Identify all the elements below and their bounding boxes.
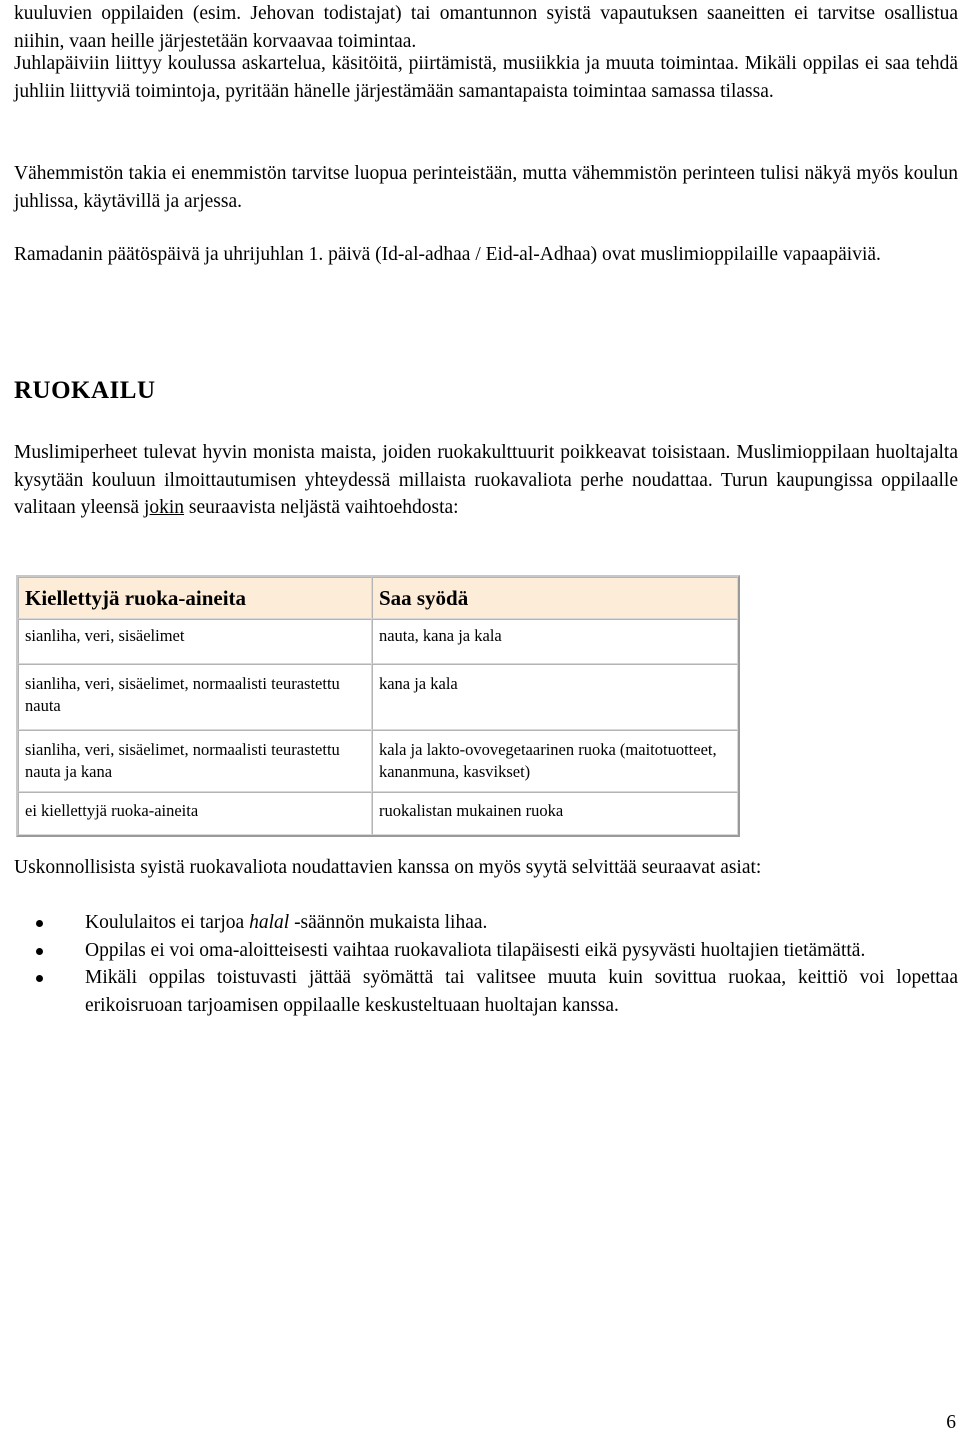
bullet-italic-halal: halal — [249, 912, 290, 933]
table-cell-allowed: ruokalistan mukainen ruoka — [372, 792, 738, 835]
table-header-row — [18, 577, 738, 619]
table-cell-allowed: kana ja kala — [372, 664, 738, 730]
bullet-dot-icon — [36, 975, 43, 982]
intro-text-start: Muslimiperheet tulevat hyvin monista maista, joiden ruokakulttuurit poikkeavat toisistaan. Muslimioppilaan huoltajalta kysytään kouluun ilmoittautumisen yhteydessä millaista ruokavaliota perhe noudattaa. Turun kaupungissa oppilaalle valitaan yleensä — [14, 442, 958, 518]
bullet-dot-icon — [36, 948, 43, 955]
bullet-dot-icon — [36, 920, 43, 927]
list-item — [14, 909, 958, 937]
diet-options-table — [16, 575, 740, 837]
table-row — [18, 730, 738, 792]
table-row — [18, 619, 738, 664]
table-cell-allowed: nauta, kana ja kala — [372, 619, 738, 664]
table-cell-allowed: kala ja lakto-ovovegetaarinen ruoka (maitotuotteet, kananmuna, kasvikset) — [372, 730, 738, 792]
table-cell-forbidden: sianliha, veri, sisäelimet — [18, 619, 372, 664]
bullet-text: Mikäli oppilas toistuvasti jättää syömättä tai valitsee muuta kuin sovittua ruokaa, keittiö voi lopettaa erikoisruoan tarjoamisen oppilaalle keskusteltuaan huoltajan kanssa. — [85, 967, 958, 1016]
table-cell-forbidden: ei kiellettyjä ruoka-aineita — [18, 792, 372, 835]
intro-underlined-word: jokin — [143, 497, 185, 518]
bullet-list — [14, 909, 958, 1019]
table-cell-forbidden: sianliha, veri, sisäelimet, normaalisti teurastettu nauta — [18, 664, 372, 730]
paragraph-ramadan-holidays: Ramadanin päätöspäivä ja uhrijuhlan 1. päivä (Id-al-adhaa / Eid-al-Adhaa) ovat muslimioppilaille vapaapäiviä. — [14, 244, 881, 265]
list-item — [14, 937, 958, 965]
column-header-forbidden: Kiellettyjä ruoka-aineita — [18, 577, 372, 619]
bullet-text: Oppilas ei voi oma-aloitteisesti vaihtaa ruokavaliota tilapäisesti eikä pysyvästi huoltajien tietämättä. — [85, 939, 866, 961]
intro-text-end: seuraavista neljästä vaihtoehdosta: — [184, 497, 459, 518]
paragraph-substitute-activities: kuuluvien oppilaiden (esim. Jehovan todistajat) tai omantunnon syistä vapautuksen saaneitten ei tarvitse osallistua niihin, vaan heille järjestetään korvaavaa toimintaa. — [14, 3, 958, 52]
table-cell-forbidden: sianliha, veri, sisäelimet, normaalisti teurastettu nauta ja kana — [18, 730, 372, 792]
list-item — [14, 964, 958, 1019]
bullet-text-start: Koululaitos ei tarjoa — [85, 912, 250, 933]
bullet-text-end: -säännön mukaista lihaa. — [289, 912, 488, 933]
table-row — [18, 792, 738, 835]
paragraph-minority-traditions: Vähemmistön takia ei enemmistön tarvitse luopua perinteistään, mutta vähemmistön perinteen tulisi näkyä myös koulun juhlissa, käytävillä ja arjessa. — [14, 163, 958, 212]
section-heading-ruokailu: RUOKAILU — [14, 377, 156, 404]
paragraph-after-table: Uskonnollisista syistä ruokavaliota noudattavien kanssa on myös syytä selvittää seuraavat asiat: — [14, 857, 762, 878]
paragraph-holiday-crafts: Juhlapäiviin liittyy koulussa askartelua, käsitöitä, piirtämistä, musiikkia ja muuta toimintaa. Mikäli oppilas ei saa tehdä juhliin liittyviä toimintoja, pyritään hänelle järjestämään samantapaista toimintaa samassa tilassa. — [14, 53, 958, 102]
table-row — [18, 664, 738, 730]
page-number: 6 — [946, 1412, 956, 1433]
paragraph-ruokailu-intro — [14, 439, 958, 522]
column-header-allowed: Saa syödä — [372, 577, 738, 619]
